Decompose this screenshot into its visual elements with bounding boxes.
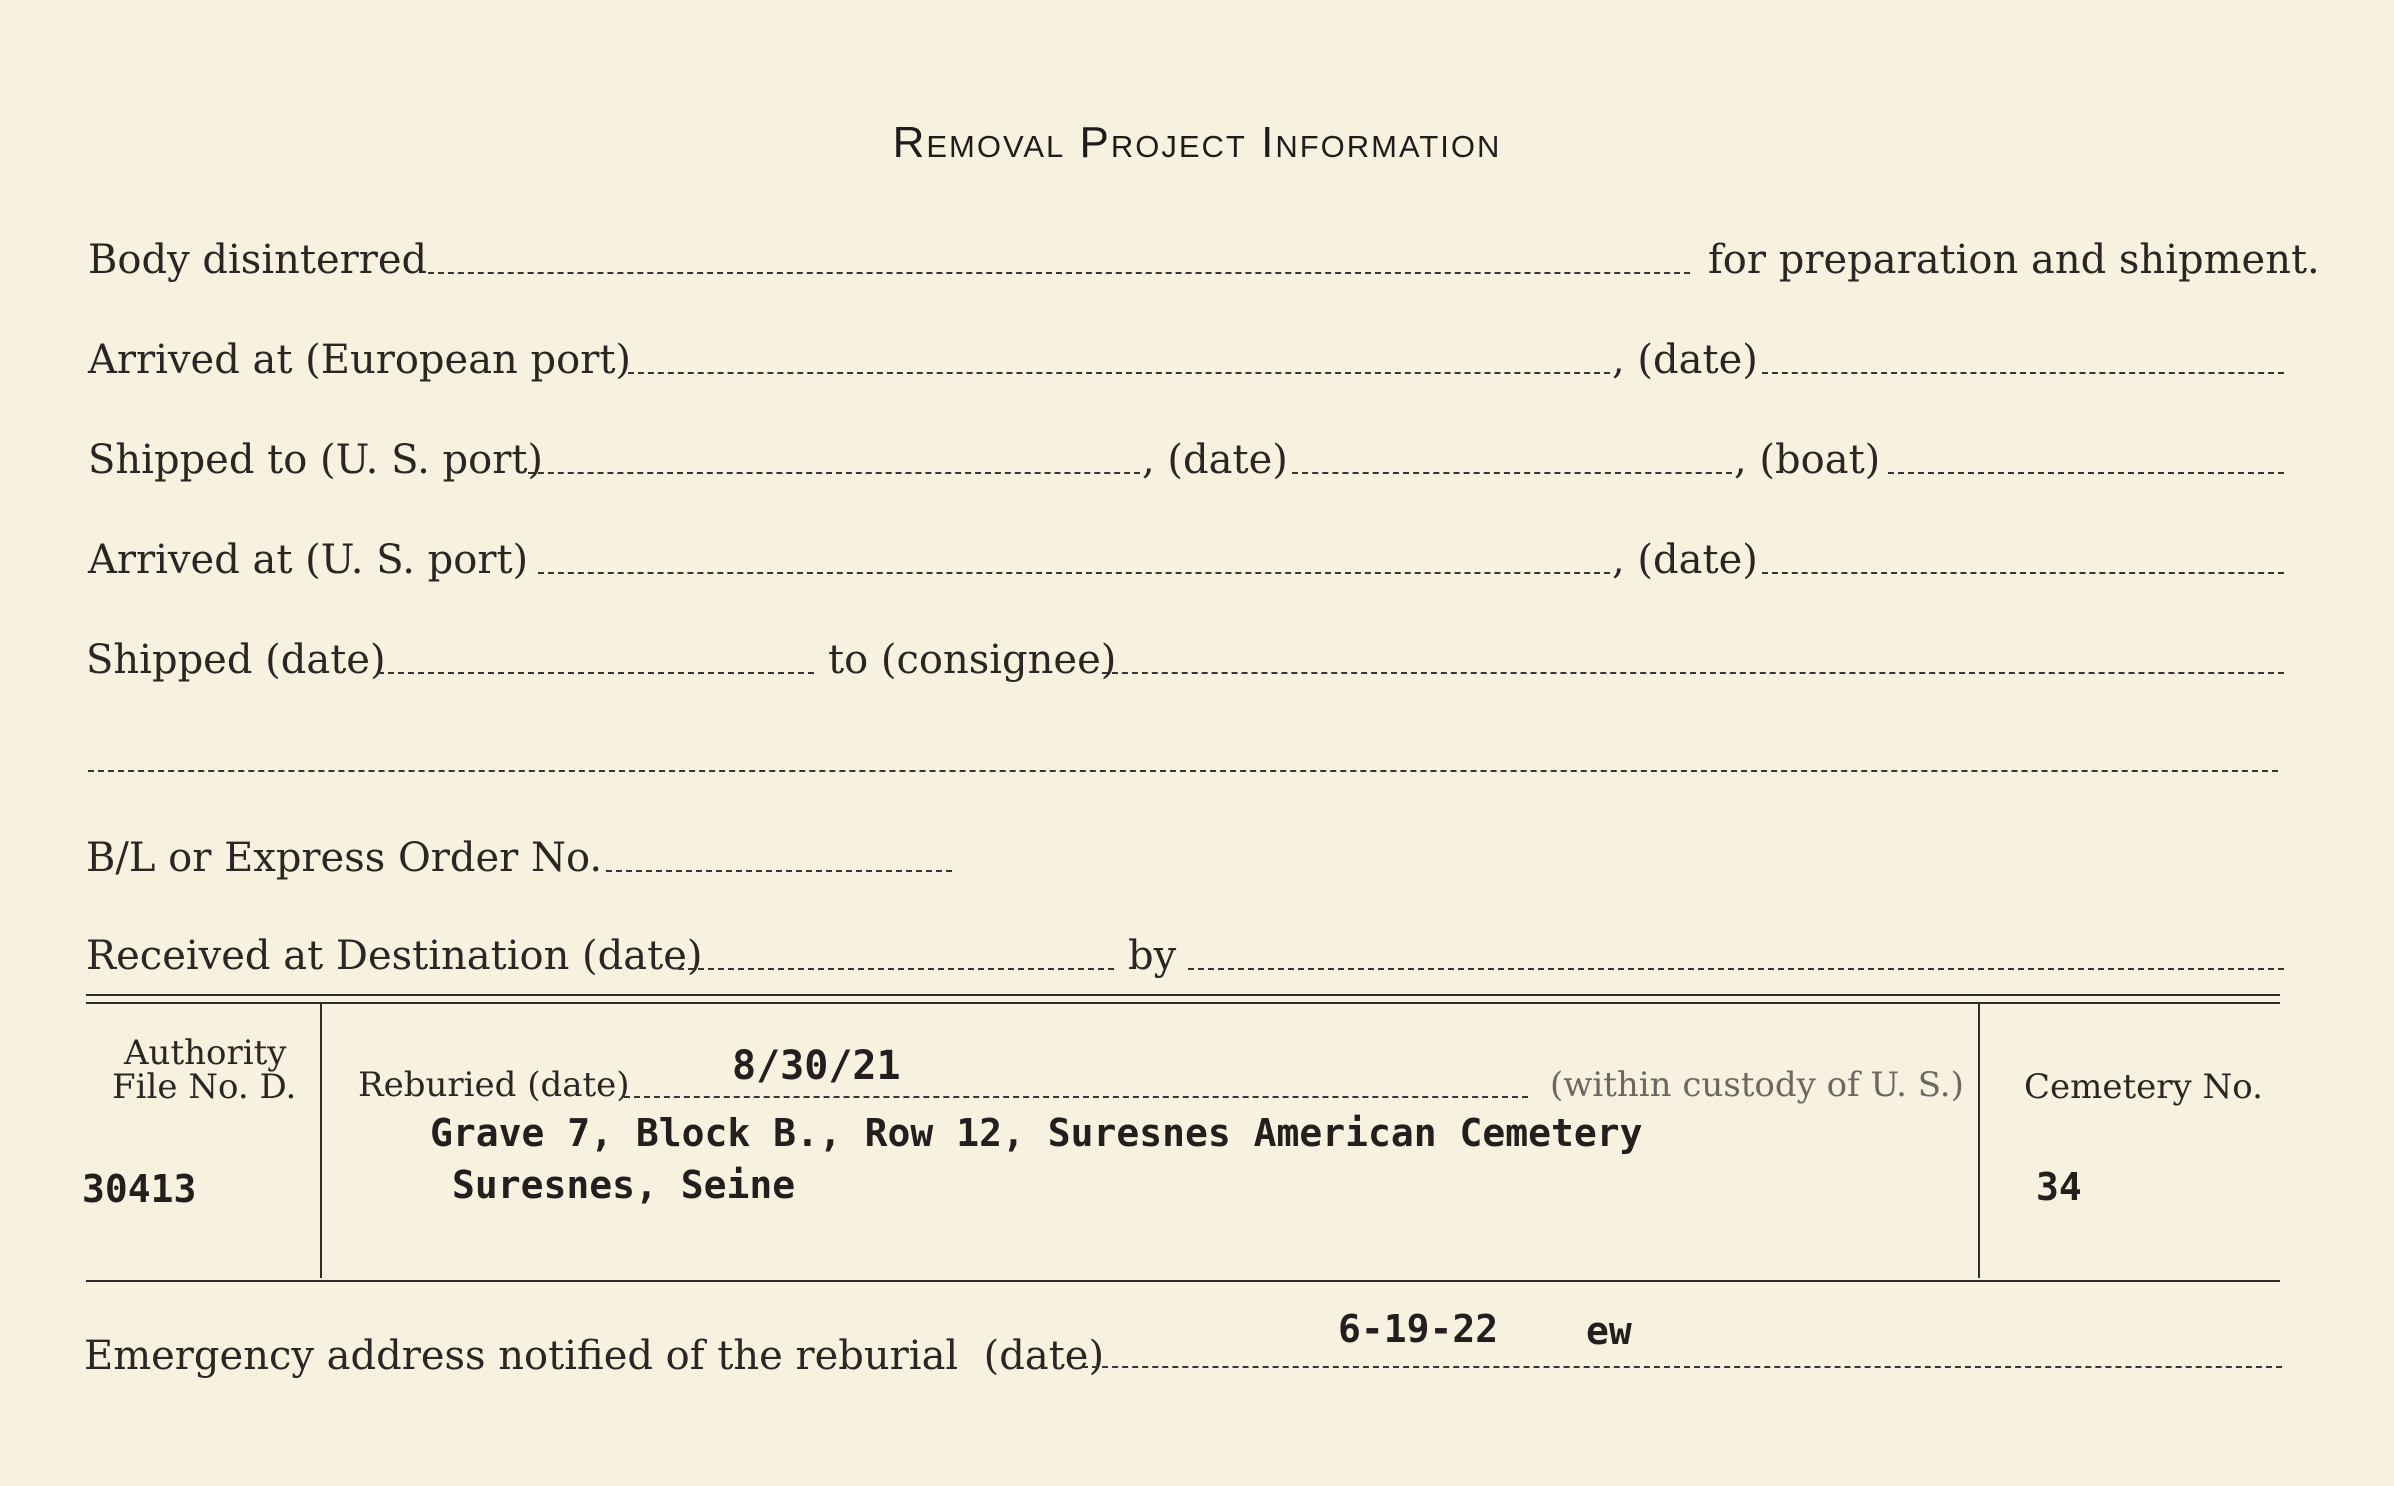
cemetery-no-value: 34 [2036, 1165, 2082, 1209]
date-label-3: , (date) [1612, 537, 1758, 583]
reburied-date-field[interactable] [624, 1096, 1528, 1098]
shipped-date-label: Shipped (date) [86, 637, 386, 683]
emergency-label: Emergency address notified of the reburial (date) [84, 1333, 1105, 1379]
arrived-european-label: Arrived at (European port) [88, 337, 632, 383]
clerk-initials: ew [1586, 1309, 1632, 1353]
reburied-label: Reburied (date) [358, 1065, 630, 1105]
table-top-rule-inner [86, 1002, 2280, 1004]
received-destination-field[interactable] [678, 968, 1114, 970]
reburied-date-value: 8/30/21 [732, 1043, 901, 1089]
consignee-field[interactable] [1102, 672, 2284, 674]
date-label-2: , (date) [1142, 437, 1288, 483]
grave-location-line1: Grave 7, Block B., Row 12, Suresnes American Cemetery [430, 1111, 1643, 1155]
consignee-continuation-field[interactable] [88, 770, 2278, 772]
by-label: by [1128, 933, 1177, 979]
shipped-to-us-field[interactable] [528, 472, 1140, 474]
date-field-3[interactable] [1762, 572, 2284, 574]
cemetery-no-label: Cemetery No. [2024, 1067, 2263, 1107]
table-top-rule [86, 994, 2280, 996]
to-consignee-label: to (consignee) [828, 637, 1117, 683]
body-disinterred-label: Body disinterred [88, 237, 428, 283]
for-preparation-label: for preparation and shipment. [1708, 237, 2320, 283]
custody-note: (within custody of U. S.) [1550, 1065, 1964, 1105]
received-by-field[interactable] [1188, 968, 2284, 970]
shipped-date-field[interactable] [378, 672, 814, 674]
received-destination-label: Received at Destination (date) [86, 933, 703, 979]
bl-order-label: B/L or Express Order No. [86, 835, 603, 881]
arrived-european-field[interactable] [628, 372, 1610, 374]
date-label-1: , (date) [1612, 337, 1758, 383]
authority-file-value: 30413 [82, 1167, 197, 1211]
date-field-2[interactable] [1292, 472, 1732, 474]
authority-label: Authority [124, 1033, 287, 1073]
grave-location-line2: Suresnes, Seine [452, 1163, 796, 1207]
table-divider-right [1978, 1004, 1980, 1278]
date-field-1[interactable] [1762, 372, 2284, 374]
shipped-to-us-label: Shipped to (U. S. port) [88, 437, 543, 483]
boat-field[interactable] [1888, 472, 2284, 474]
emergency-date-field[interactable] [1082, 1366, 2282, 1368]
file-no-label: File No. D. [112, 1067, 297, 1107]
card-title: Removal Project Information [892, 118, 1502, 167]
arrived-us-label: Arrived at (U. S. port) [88, 537, 529, 583]
bl-order-field[interactable] [606, 870, 952, 872]
boat-label: , (boat) [1734, 437, 1881, 483]
emergency-date-value: 6-19-22 [1338, 1307, 1499, 1351]
table-bottom-rule [86, 1280, 2280, 1282]
table-divider-left [320, 1004, 322, 1278]
arrived-us-field[interactable] [538, 572, 1610, 574]
body-disinterred-field[interactable] [428, 272, 1690, 274]
